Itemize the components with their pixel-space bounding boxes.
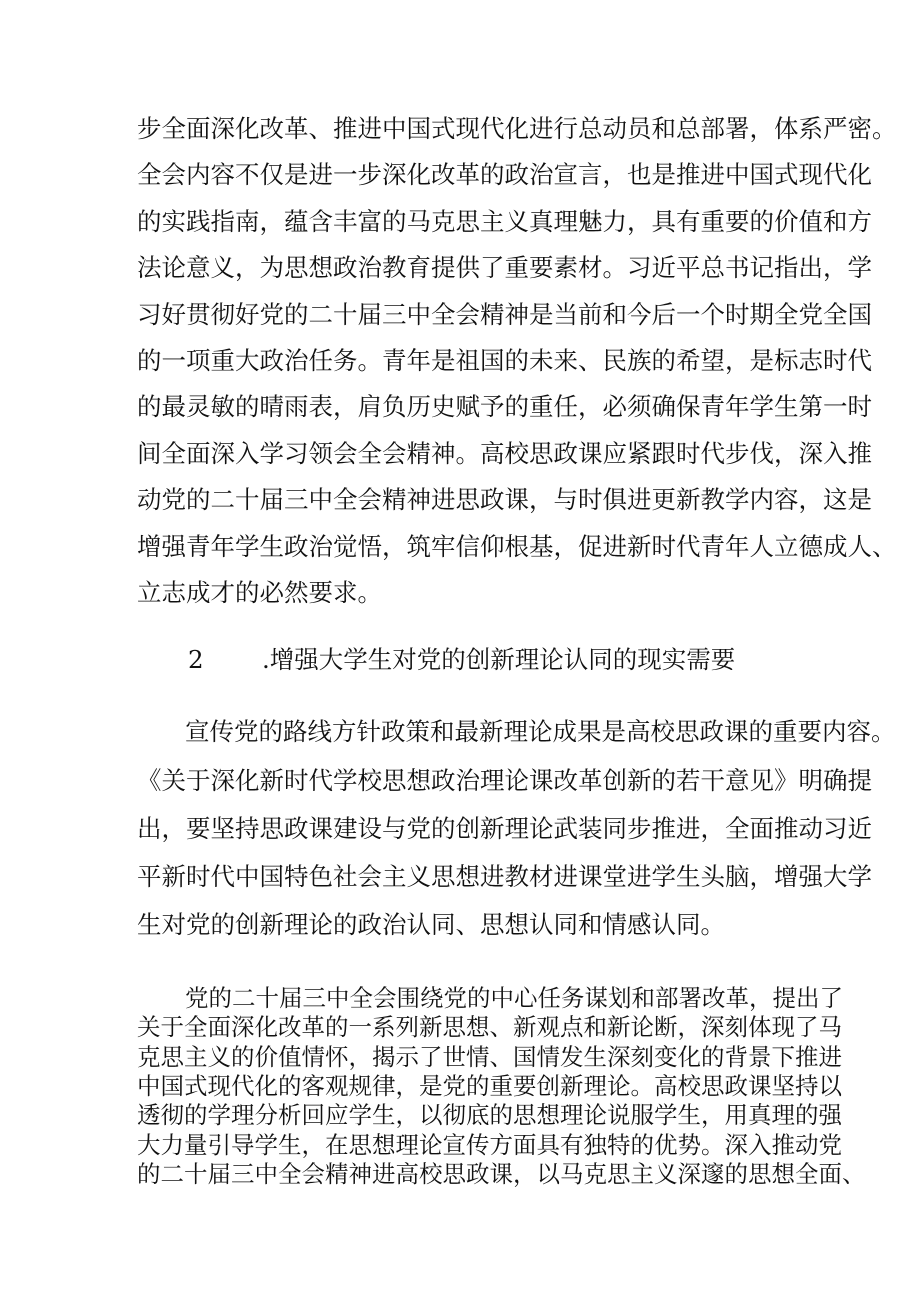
- heading-title: .增强大学生对党的创新理论认同的现实需要: [262, 645, 736, 674]
- paragraph-line: 的二十届三中全会精神进高校思政课，以马克思主义深邃的思想全面、: [137, 1160, 866, 1188]
- paragraph-line: 步全面深化改革、推进中国式现代化进行总动员和总部署，体系严密。: [137, 114, 897, 143]
- paragraph-line: 中国式现代化的客观规律，是党的重要创新理论。高校思政课坚持以: [137, 1072, 842, 1100]
- paragraph-line: 法论意义，为思想政治教育提供了重要素材。习近平总书记指出，学: [137, 253, 872, 282]
- paragraph-line: 《关于深化新时代学校思想政治理论课改革创新的若干意见》明确提: [137, 766, 872, 795]
- paragraph-line: 出，要坚持思政课建设与党的创新理论武装同步推进，全面推动习近: [137, 814, 872, 843]
- paragraph-line: 的实践指南，蕴含丰富的马克思主义真理魅力，具有重要的价值和方: [137, 207, 872, 236]
- paragraph-line: 的一项重大政治任务。青年是祖国的未来、民族的希望，是标志时代: [137, 346, 872, 375]
- paragraph-line: 增强青年学生政治觉悟，筑牢信仰根基，促进新时代青年人立德成人、: [137, 532, 897, 561]
- paragraph-line: 生对党的创新理论的政治认同、思想认同和情感认同。: [137, 910, 725, 939]
- paragraph-line: 习好贯彻好党的二十届三中全会精神是当前和今后一个时期全党全国: [137, 300, 872, 329]
- paragraph-line: 的最灵敏的晴雨表，肩负历史赋予的重任，必须确保青年学生第一时: [137, 392, 872, 421]
- paragraph-line: 克思主义的价值情怀，揭示了世情、国情发生深刻变化的背景下推进: [137, 1043, 842, 1071]
- paragraph-line: 立志成才的必然要求。: [137, 578, 382, 607]
- paragraph-line: 间全面深入学习领会全会精神。高校思政课应紧跟时代步伐，深入推: [137, 439, 872, 468]
- paragraph-line: 关于全面深化改革的一系列新思想、新观点和新论断，深刻体现了马: [137, 1013, 842, 1041]
- paragraph-line: 宣传党的路线方针政策和最新理论成果是高校思政课的重要内容。: [185, 717, 896, 746]
- heading-number: 2: [188, 645, 204, 674]
- paragraph-line: 党的二十届三中全会围绕党的中心任务谋划和部署改革，提出了: [185, 984, 843, 1012]
- paragraph-line: 动党的二十届三中全会精神进思政课，与时俱进更新教学内容，这是: [137, 485, 872, 514]
- paragraph-line: 平新时代中国特色社会主义思想进教材进课堂进学生头脑，增强大学: [137, 862, 872, 891]
- paragraph-line: 大力量引导学生，在思想理论宣传方面具有独特的优势。深入推动党: [137, 1131, 842, 1159]
- paragraph-line: 全会内容不仅是进一步深化改革的政治宣言，也是推进中国式现代化: [137, 160, 872, 189]
- paragraph-line: 透彻的学理分析回应学生，以彻底的思想理论说服学生，用真理的强: [137, 1101, 842, 1129]
